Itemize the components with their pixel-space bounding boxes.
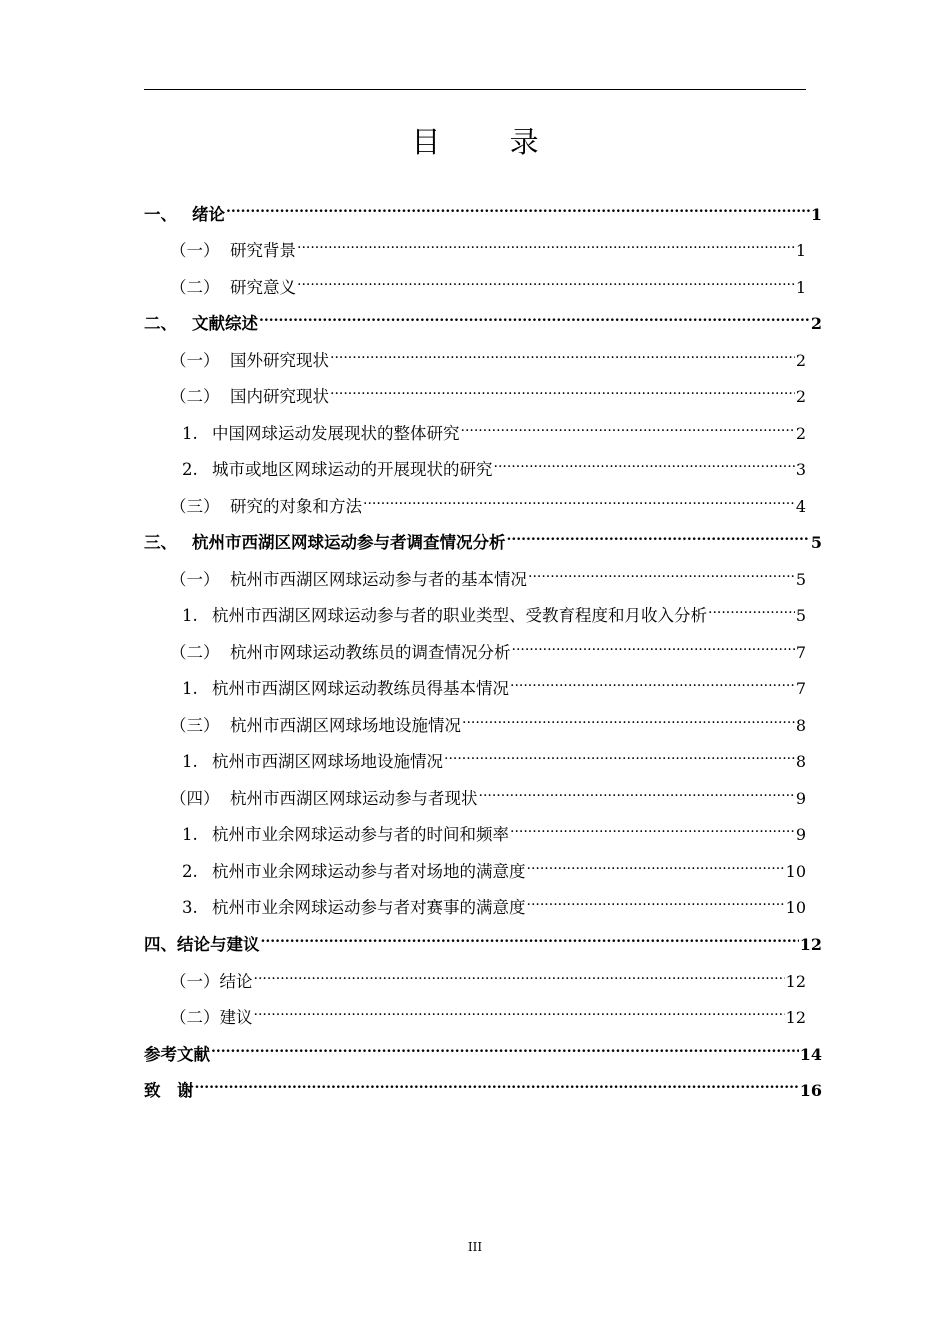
toc-entry-title: 文献综述: [192, 314, 258, 333]
toc-entry-page: 9: [795, 789, 806, 808]
toc-entry[interactable]: [170, 269, 806, 297]
toc-entry-title: 研究意义: [230, 278, 296, 297]
toc-entry[interactable]: [170, 963, 806, 991]
toc-entry-label: [144, 933, 260, 957]
toc-entry[interactable]: [144, 305, 822, 333]
toc-entry-page: 8: [795, 716, 806, 735]
toc-entry-number: 1.: [182, 752, 198, 771]
toc-entry-title: 杭州市业余网球运动参与者的时间和频率: [212, 825, 509, 844]
toc-entry-title: （一）结论: [170, 972, 253, 991]
toc-entry-number: 1.: [182, 679, 198, 698]
toc-entry-label: [182, 860, 526, 884]
toc-entry-number: 二、: [144, 314, 177, 333]
dot-leader: [510, 670, 795, 694]
toc-entry[interactable]: [144, 1072, 822, 1100]
toc-entry-label: [170, 349, 329, 373]
toc-entry-title: 研究的对象和方法: [230, 497, 362, 516]
toc-entry-title: 杭州市网球运动教练员的调查情况分析: [230, 643, 511, 662]
toc-entry[interactable]: [170, 999, 806, 1027]
toc-entry-title: 致 谢: [144, 1081, 194, 1100]
dot-leader: [330, 378, 795, 402]
toc-entry-number: （一）: [170, 351, 220, 370]
toc-entry-title: 绪论: [192, 205, 225, 224]
toc-entry-number: （二）: [170, 643, 220, 662]
toc-entry-title: 研究背景: [230, 241, 296, 260]
toc-entry[interactable]: [144, 926, 822, 954]
toc-entry-page: 7: [795, 679, 806, 698]
toc-entry-page: 5: [795, 606, 806, 625]
toc-entry-number: （一）: [170, 570, 220, 589]
toc-entry-title: 四、结论与建议: [144, 935, 260, 954]
toc-entry[interactable]: [144, 524, 822, 552]
toc-entry-number: （二）: [170, 387, 220, 406]
dot-leader: [330, 342, 795, 366]
toc-entry[interactable]: [170, 378, 806, 406]
toc-entry-page: 8: [795, 752, 806, 771]
toc-entry-page: 12: [799, 935, 822, 954]
toc-entry-page: 2: [795, 424, 806, 443]
toc-entry-number: （一）: [170, 241, 220, 260]
toc-entry-page: 3: [795, 460, 806, 479]
dot-leader: [297, 269, 795, 293]
dot-leader: [363, 488, 795, 512]
toc-entry-page: 7: [795, 643, 806, 662]
toc-entry[interactable]: [182, 889, 806, 917]
toc-entry[interactable]: [182, 415, 806, 443]
toc-entry-title: （二）建议: [170, 1008, 253, 1027]
dot-leader: [261, 926, 799, 950]
toc-entry-number: （三）: [170, 716, 220, 735]
toc-entry-label: [170, 1006, 253, 1030]
toc-entry-number: 3.: [182, 898, 198, 917]
toc-entry[interactable]: [182, 670, 806, 698]
toc-entry[interactable]: [170, 232, 806, 260]
dot-leader: [494, 451, 795, 475]
toc-entry-number: （四）: [170, 789, 220, 808]
toc-entry-title: 国内研究现状: [230, 387, 329, 406]
toc-entry-page: 12: [785, 1008, 806, 1027]
toc-entry[interactable]: [182, 816, 806, 844]
toc-entry-title: 杭州市西湖区网球场地设施情况: [230, 716, 461, 735]
toc-entry-number: 2.: [182, 862, 198, 881]
toc-entry-label: [170, 568, 527, 592]
toc-entry-page: 1: [810, 205, 822, 224]
dot-leader: [527, 889, 785, 913]
page-number: III: [467, 1240, 483, 1254]
dot-leader: [708, 597, 795, 621]
toc-entry[interactable]: [170, 707, 806, 735]
toc-entry[interactable]: [170, 561, 806, 589]
toc-entry-label: [170, 970, 253, 994]
dot-leader: [479, 780, 795, 804]
toc-entry-label: [144, 1043, 210, 1067]
toc-entry-title: 杭州市西湖区网球运动参与者调查情况分析: [192, 533, 506, 552]
dot-leader: [211, 1036, 799, 1060]
dot-leader: [297, 232, 795, 256]
toc-entry-label: [144, 1079, 194, 1103]
toc-entry[interactable]: [182, 853, 806, 881]
toc-entry-label: [144, 203, 225, 227]
toc-entry-page: 14: [799, 1045, 822, 1064]
toc-entry-page: 10: [785, 862, 806, 881]
toc-entry-page: 9: [795, 825, 806, 844]
toc-entry[interactable]: [170, 634, 806, 662]
toc-entry-page: 2: [795, 387, 806, 406]
dot-leader: [512, 634, 795, 658]
header-rule: [144, 89, 806, 90]
page-title: 目 录: [411, 125, 569, 159]
toc-entry-page: 10: [785, 898, 806, 917]
toc-entry-number: 1.: [182, 825, 198, 844]
toc-entry-label: [182, 750, 443, 774]
dot-leader: [461, 415, 795, 439]
toc-entry-page: 5: [810, 533, 822, 552]
toc-entry-page: 1: [795, 241, 806, 260]
dot-leader: [510, 816, 795, 840]
toc-entry-label: [182, 677, 509, 701]
toc-entry-page: 5: [795, 570, 806, 589]
toc-entry-label: [144, 531, 506, 555]
toc-entry[interactable]: [170, 488, 806, 516]
toc-entry[interactable]: [182, 597, 806, 625]
toc-entry-label: [170, 239, 296, 263]
toc-entry-page: 2: [795, 351, 806, 370]
dot-leader: [226, 196, 810, 220]
toc-entry-page: 1: [795, 278, 806, 297]
dot-leader: [254, 999, 785, 1023]
dot-leader: [195, 1072, 799, 1096]
toc-entry-label: [170, 787, 478, 811]
dot-leader: [259, 305, 810, 329]
dot-leader: [527, 853, 785, 877]
toc-entry-page: 2: [810, 314, 822, 333]
toc-entry-title: 国外研究现状: [230, 351, 329, 370]
toc-entry-title: 参考文献: [144, 1045, 210, 1064]
toc-entry-label: [170, 385, 329, 409]
toc-entry-title: 城市或地区网球运动的开展现状的研究: [212, 460, 493, 479]
toc-entry-title: 杭州市业余网球运动参与者对场地的满意度: [212, 862, 526, 881]
toc-entry-title: 中国网球运动发展现状的整体研究: [212, 424, 460, 443]
toc-entry-number: 1.: [182, 424, 198, 443]
toc-entry-label: [170, 276, 296, 300]
toc-entry-title: 杭州市业余网球运动参与者对赛事的满意度: [212, 898, 526, 917]
toc-entry-page: 12: [785, 972, 806, 991]
dot-leader: [462, 707, 795, 731]
toc-entry[interactable]: [170, 342, 806, 370]
dot-leader: [528, 561, 795, 585]
toc-entry-number: 2.: [182, 460, 198, 479]
toc-entry-label: [182, 422, 460, 446]
toc-entry[interactable]: [144, 1036, 822, 1064]
toc-entry[interactable]: [144, 196, 822, 224]
toc-entry-label: [182, 458, 493, 482]
toc-entry-number: 1.: [182, 606, 198, 625]
toc-entry-number: （二）: [170, 278, 220, 297]
toc-entry-number: 一、: [144, 205, 177, 224]
toc-entry-label: [182, 823, 509, 847]
toc-entry[interactable]: [170, 780, 806, 808]
toc-entry-number: （三）: [170, 497, 220, 516]
toc-entry-title: 杭州市西湖区网球场地设施情况: [212, 752, 443, 771]
toc-entry-label: [170, 714, 461, 738]
dot-leader: [254, 963, 785, 987]
dot-leader: [507, 524, 810, 548]
toc-entry-page: 4: [795, 497, 806, 516]
toc-entry-label: [182, 896, 526, 920]
toc-entry-title: 杭州市西湖区网球运动参与者的职业类型、受教育程度和月收入分析: [212, 606, 707, 625]
toc-entry-title: 杭州市西湖区网球运动教练员得基本情况: [212, 679, 509, 698]
toc-entry-page: 16: [799, 1081, 822, 1100]
dot-leader: [444, 743, 795, 767]
toc-entry-label: [144, 312, 258, 336]
toc-entry-label: [170, 495, 362, 519]
toc-entry[interactable]: [182, 743, 806, 771]
toc-entry-title: 杭州市西湖区网球运动参与者的基本情况: [230, 570, 527, 589]
toc-entry-label: [170, 641, 511, 665]
toc-entry[interactable]: [182, 451, 806, 479]
toc-entry-number: 三、: [144, 533, 177, 552]
toc-entry-title: 杭州市西湖区网球运动参与者现状: [230, 789, 478, 808]
toc-entry-label: [182, 604, 707, 628]
